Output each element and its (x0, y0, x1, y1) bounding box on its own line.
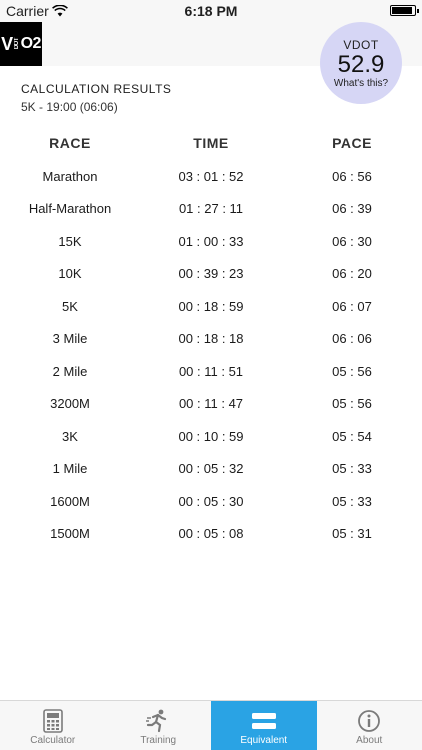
pace-cell: 06 : 07 (332, 298, 372, 314)
table-row (0, 160, 422, 193)
table-row (0, 290, 422, 323)
race-cell: 3K (62, 428, 78, 444)
vdot-value: 52.9 (337, 50, 385, 78)
tab-training[interactable] (106, 701, 212, 750)
pace-cell: 06 : 56 (332, 168, 372, 184)
vdot-logo: V DOT O2 (0, 22, 42, 66)
time-cell: 01 : 00 : 33 (178, 233, 244, 249)
table-header (0, 126, 422, 160)
time-cell: 00 : 18 : 18 (178, 331, 244, 347)
race-cell: 3200M (50, 396, 90, 412)
time-cell: 00 : 10 : 59 (178, 428, 244, 444)
table-row (0, 388, 422, 421)
status-bar (0, 0, 422, 22)
table-row (0, 518, 422, 551)
tab-bar (0, 700, 422, 750)
header-pace: PACE (332, 135, 372, 151)
race-cell: 1600M (50, 493, 90, 509)
tab-label: Calculator (30, 735, 76, 746)
time-cell: 00 : 11 : 51 (178, 363, 244, 379)
pace-cell: 05 : 31 (332, 526, 372, 542)
race-cell: 2 Mile (52, 363, 88, 379)
time-cell: 00 : 39 : 23 (178, 266, 244, 282)
time-cell: 00 : 05 : 32 (178, 461, 244, 477)
results-title: CALCULATION RESULTS (21, 82, 172, 96)
tab-label: Equivalent (240, 735, 288, 746)
pace-cell: 06 : 39 (332, 201, 372, 217)
calculator-icon (42, 709, 64, 733)
battery-icon (390, 5, 416, 16)
time-cell: 01 : 27 : 11 (178, 201, 244, 217)
table-row (0, 225, 422, 258)
table-row (0, 193, 422, 226)
results-table (0, 126, 422, 550)
battery-fill (392, 7, 412, 14)
time-cell: 00 : 05 : 30 (178, 493, 244, 509)
header-race: RACE (49, 135, 91, 151)
race-cell: 3 Mile (52, 331, 88, 347)
table-row (0, 258, 422, 291)
table-row (0, 323, 422, 356)
tab-calculator[interactable] (0, 701, 106, 750)
header-time: TIME (193, 135, 229, 151)
runner-icon (145, 709, 171, 733)
race-cell: 5K (62, 298, 78, 314)
tab-label: About (356, 735, 383, 746)
pace-cell: 05 : 33 (332, 461, 372, 477)
vdot-badge[interactable] (320, 22, 402, 104)
tab-about[interactable] (317, 701, 422, 750)
table-row (0, 453, 422, 486)
pace-cell: 05 : 56 (332, 396, 372, 412)
equals-icon (251, 709, 277, 733)
pace-cell: 06 : 20 (332, 266, 372, 282)
status-time: 6:18 PM (184, 3, 238, 19)
carrier-label: Carrier (6, 3, 49, 19)
table-row (0, 355, 422, 388)
pace-cell: 06 : 30 (332, 233, 372, 249)
info-icon (357, 709, 381, 733)
table-row (0, 420, 422, 453)
race-cell: 1 Mile (52, 461, 88, 477)
race-cell: 10K (58, 266, 82, 282)
race-cell: 15K (58, 233, 82, 249)
vdot-help-link[interactable]: What's this? (333, 77, 389, 89)
time-cell: 00 : 18 : 59 (178, 298, 244, 314)
race-cell: Half-Marathon (28, 201, 112, 217)
vdot-label: VDOT (343, 37, 379, 52)
race-cell: 1500M (50, 526, 90, 542)
pace-cell: 05 : 56 (332, 363, 372, 379)
results-subtitle: 5K - 19:00 (06:06) (21, 100, 118, 114)
table-row (0, 485, 422, 518)
race-cell: Marathon (42, 168, 98, 184)
tab-equivalent[interactable] (211, 701, 317, 750)
time-cell: 00 : 05 : 08 (178, 526, 244, 542)
pace-cell: 05 : 33 (332, 493, 372, 509)
tab-label: Training (140, 735, 177, 746)
pace-cell: 05 : 54 (332, 428, 372, 444)
time-cell: 00 : 11 : 47 (178, 396, 244, 412)
pace-cell: 06 : 06 (332, 331, 372, 347)
time-cell: 03 : 01 : 52 (178, 168, 244, 184)
table-body (0, 160, 422, 550)
